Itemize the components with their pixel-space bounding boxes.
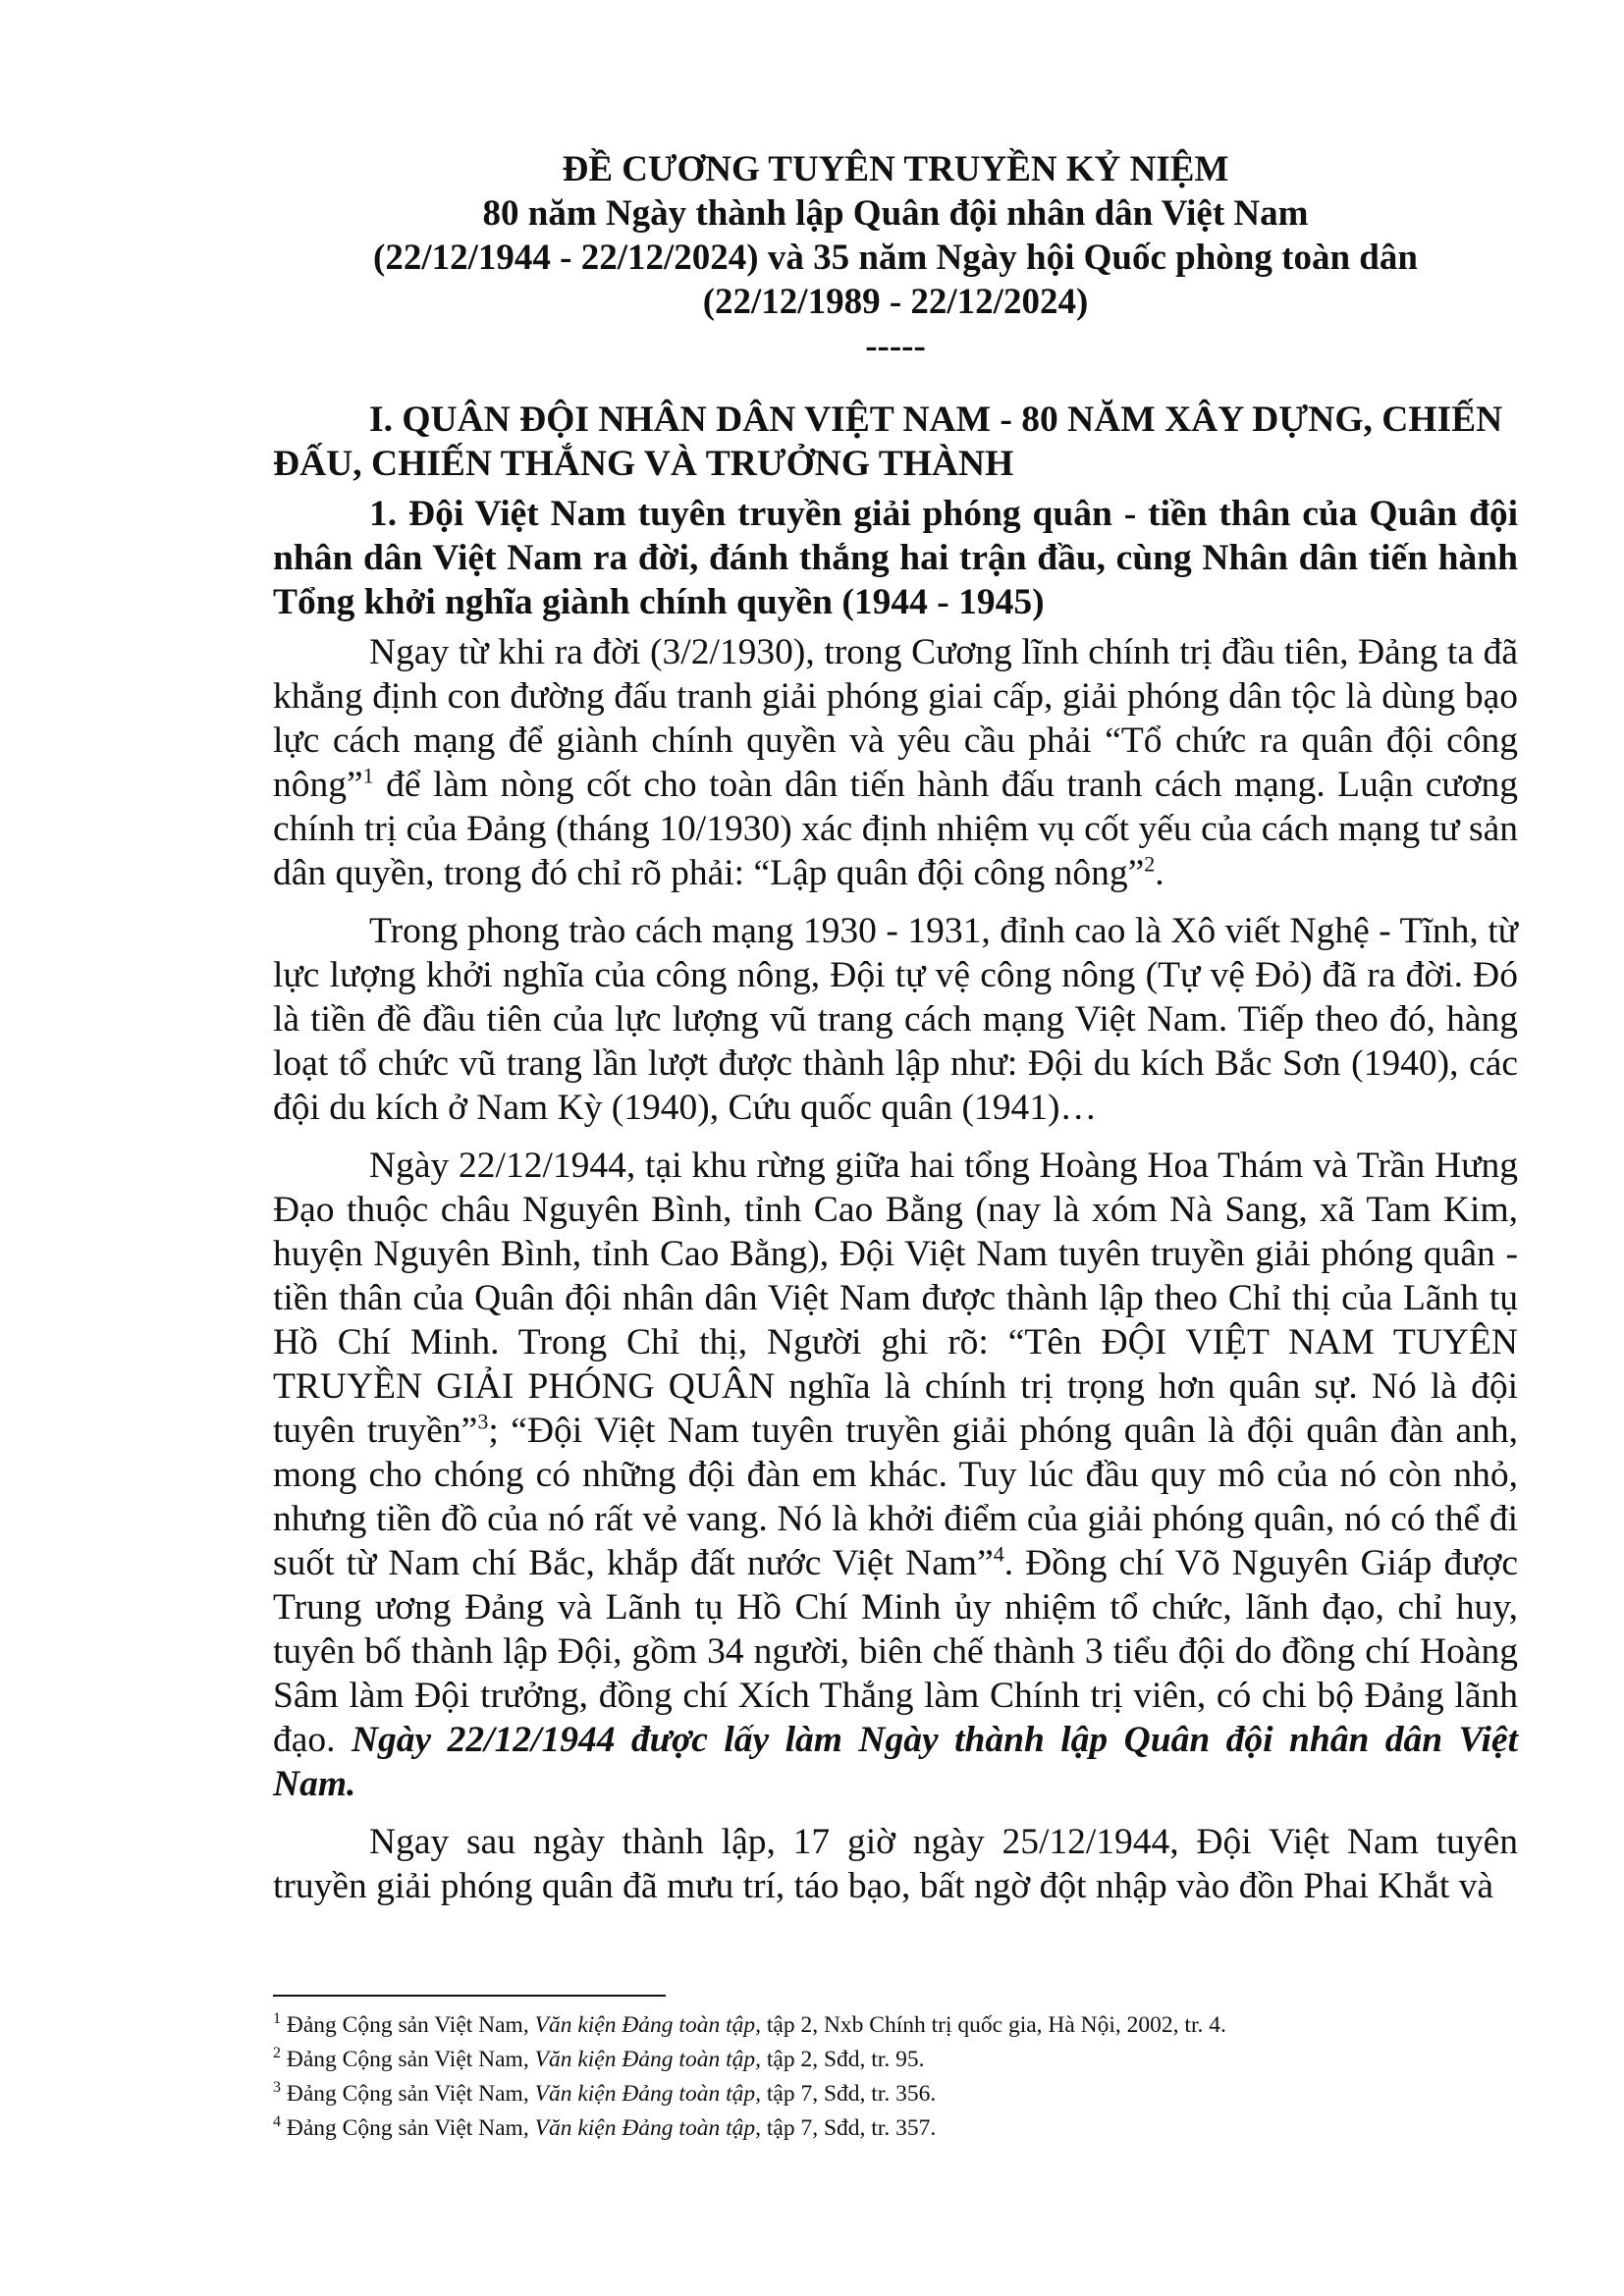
footnote-4 bbox=[273, 2111, 1518, 2146]
paragraph-1-text-b: để làm nòng cốt cho toàn dân tiến hành đấu tranh cách mạng. Luận cương chính trị của Đảng (tháng 10/1930) xác định nhiệm vụ cốt yếu của cách mạng tư sản dân quyền, trong đó chỉ rõ phải: “Lập quân đội công nông” bbox=[273, 765, 1518, 893]
footnote-1 bbox=[273, 2008, 1518, 2043]
footnote-2 bbox=[273, 2043, 1518, 2077]
subsection-heading: 1. Đội Việt Nam tuyên truyền giải phóng quân - tiền thân của Quân đội nhân dân Việt Nam ra đời, đánh thắng hai trận đầu, cùng Nhân dân tiến hành Tổng khởi nghĩa giành chính quyền (1944 - 1945) bbox=[273, 494, 1518, 622]
footnote-ref-3: 3 bbox=[477, 1409, 489, 1434]
footnote-separator bbox=[273, 1995, 666, 1997]
footnote-text: tập 2, Sđd, tr. 95. bbox=[761, 2047, 925, 2072]
footnote-text: Đảng Cộng sản Việt Nam, bbox=[281, 2081, 535, 2107]
title-line-1: ĐỀ CƯƠNG TUYÊN TRUYỀN KỶ NIỆM bbox=[562, 149, 1229, 189]
paragraph-1 bbox=[273, 630, 1518, 895]
footnote-source-title: Văn kiện Đảng toàn tập, bbox=[534, 2115, 761, 2141]
emphasis-founding-day: Ngày 22/12/1944 được lấy làm Ngày thành lập Quân đội nhân dân Việt Nam. bbox=[273, 1720, 1518, 1804]
paragraph-3-text-b: ; “Đội Việt Nam tuyên truyền giải phóng quân là đội quân đàn anh, mong cho chóng có những đội đàn em khác. Tuy lúc đầu quy mô của nó còn nhỏ, nhưng tiền đồ của nó rất vẻ vang. Nó là khởi điểm của giải phóng quân, nó có thể đi suốt từ Nam chí Bắc, khắp đất nước Việt Nam” bbox=[273, 1411, 1518, 1583]
footnote-source-title: Văn kiện Đảng toàn tập, bbox=[534, 2081, 761, 2107]
paragraph-1-text-a: Ngay từ khi ra đời (3/2/1930), trong Cương lĩnh chính trị đầu tiên, Đảng ta đã khẳng định con đường đấu tranh giải phóng giai cấp, giải phóng dân tộc là dùng bạo lực cách mạng để giành chính quyền và yêu cầu phải “Tổ chức ra quân đội công nông” bbox=[273, 632, 1518, 805]
footnote-text: Đảng Cộng sản Việt Nam, bbox=[281, 2115, 535, 2141]
footnote-source-title: Văn kiện Đảng toàn tập, bbox=[534, 2012, 761, 2038]
footnote-text: tập 2, Nxb Chính trị quốc gia, Hà Nội, 2002, tr. 4. bbox=[761, 2012, 1226, 2038]
document-title bbox=[273, 147, 1518, 368]
footnote-3 bbox=[273, 2077, 1518, 2111]
section-heading: I. QUÂN ĐỘI NHÂN DÂN VIỆT NAM - 80 NĂM XÂY DỰNG, CHIẾN ĐẤU, CHIẾN THẮNG VÀ TRƯỞNG THÀNH bbox=[273, 400, 1503, 484]
title-divider: ----- bbox=[865, 326, 926, 366]
paragraph-1-text-c: . bbox=[1155, 853, 1164, 893]
footnote-number: 1 bbox=[273, 2010, 281, 2028]
paragraph-3-text-a: Ngày 22/12/1944, tại khu rừng giữa hai tổng Hoàng Hoa Thám và Trần Hưng Đạo thuộc châu Nguyên Bình, tỉnh Cao Bằng (nay là xóm Nà Sang, xã Tam Kim, huyện Nguyên Bình, tỉnh Cao Bằng), Đội Việt Nam tuyên truyền giải phóng quân - tiền thân của Quân đội nhân dân Việt Nam được thành lập theo Chỉ thị của Lãnh tụ Hồ Chí Minh. Trong Chỉ thị, Người ghi rõ: “Tên ĐỘI VIỆT NAM TUYÊN TRUYỀN GIẢI PHÓNG QUÂN nghĩa là chính trị trọng hơn quân sự. Nó là đội tuyên truyền” bbox=[273, 1146, 1518, 1451]
footnote-text: Đảng Cộng sản Việt Nam, bbox=[281, 2047, 535, 2072]
footnote-text: Đảng Cộng sản Việt Nam, bbox=[281, 2012, 535, 2038]
title-line-2: 80 năm Ngày thành lập Quân đội nhân dân Việt Nam bbox=[482, 193, 1309, 234]
footnote-source-title: Văn kiện Đảng toàn tập, bbox=[534, 2047, 761, 2072]
footnote-text: tập 7, Sđd, tr. 356. bbox=[761, 2081, 937, 2107]
title-line-3: (22/12/1944 - 22/12/2024) và 35 năm Ngày hội Quốc phòng toàn dân bbox=[373, 238, 1418, 278]
footnote-text: tập 7, Sđd, tr. 357. bbox=[761, 2115, 937, 2141]
footnote-ref-2: 2 bbox=[1144, 851, 1156, 877]
paragraph-2: Trong phong trào cách mạng 1930 - 1931, đỉnh cao là Xô viết Nghệ - Tĩnh, từ lực lượng khởi nghĩa của công nông, Đội tự vệ công nông (Tự vệ Đỏ) đã ra đời. Đó là tiền đề đầu tiên của lực lượng vũ trang cách mạng Việt Nam. Tiếp theo đó, hàng loạt tổ chức vũ trang lần lượt được thành lập như: Đội du kích Bắc Sơn (1940), các đội du kích ở Nam Kỳ (1940), Cứu quốc quân (1941)… bbox=[273, 911, 1518, 1128]
paragraph-4: Ngay sau ngày thành lập, 17 giờ ngày 25/12/1944, Đội Việt Nam tuyên truyền giải phóng quân đã mưu trí, táo bạo, bất ngờ đột nhập vào đồn Phai Khắt và bbox=[273, 1822, 1518, 1906]
footnote-ref-4: 4 bbox=[993, 1541, 1004, 1567]
footnote-number: 3 bbox=[273, 2079, 281, 2097]
footnote-ref-1: 1 bbox=[362, 763, 374, 788]
footnote-number: 4 bbox=[273, 2113, 281, 2131]
footnotes bbox=[273, 2008, 1518, 2146]
paragraph-3-text-c: . Đồng chí Võ Nguyên Giáp được Trung ương Đảng và Lãnh tụ Hồ Chí Minh ủy nhiệm tổ chức, lãnh đạo, chỉ huy, tuyên bố thành lập Đội, gồm 34 người, biên chế thành 3 tiểu đội do đồng chí Hoàng Sâm làm Đội trưởng, đồng chí Xích Thắng làm Chính trị viên, có chi bộ Đảng lãnh đạo. bbox=[273, 1543, 1518, 1760]
paragraph-3 bbox=[273, 1144, 1518, 1806]
footnote-number: 2 bbox=[273, 2045, 281, 2062]
title-line-4: (22/12/1989 - 22/12/2024) bbox=[702, 282, 1089, 322]
page-body bbox=[273, 147, 1518, 1908]
